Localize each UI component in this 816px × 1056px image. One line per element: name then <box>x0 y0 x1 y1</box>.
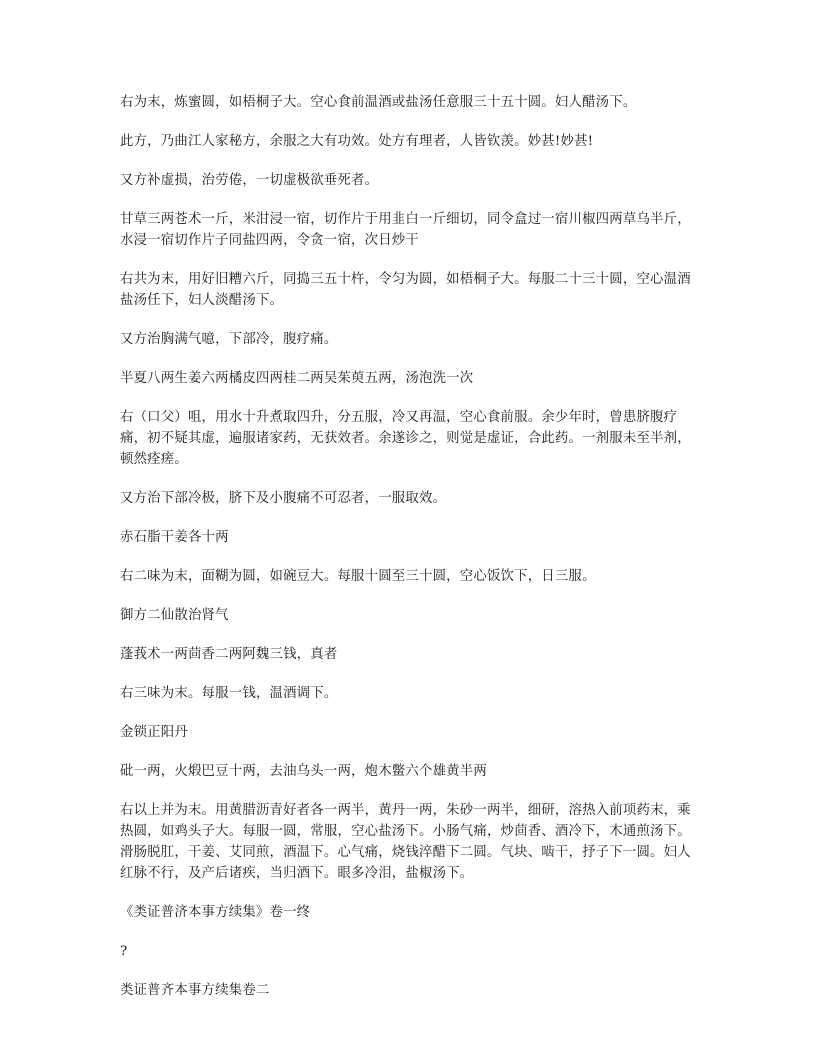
paragraph: 右三味为末。每服一钱，温酒调下。 <box>120 686 338 701</box>
paragraph: 又方治下部冷极，脐下及小腹痛不可忍者，一服取效。 <box>120 491 447 506</box>
section-end-title: 《类证普济本事方续集》卷一终 <box>120 905 311 920</box>
paragraph: 蓬莪术一两茴香二两阿魏三钱，真者 <box>120 647 338 662</box>
paragraph: 御方二仙散治肾气 <box>120 608 229 623</box>
paragraph: 此方，乃曲江人家秘方，余服之大有功效。处方有理者，人皆钦羡。妙甚!妙甚! <box>120 134 594 149</box>
paragraph: 右（口父）咀，用水十升煮取四升，分五服，冷又再温，空心食前服。余少年时，曾患脐腹疗痛，初不疑其虚，遍服诸家药，无获效者。余遂诊之，则觉是虚证，合此药。一剂服未至半剂，顿然痊瘥。 <box>120 410 691 467</box>
paragraph: 右以上并为末。用黄腊沥青好者各一两半，黄丹一两，朱砂一两半，细研，溶热入前项药末，乘热圆，如鸡头子大。每服一圆，常服，空心盐汤下。小肠气痛，炒茴香、酒冷下，木通煎汤下。滑肠脱肛，干姜、艾同煎，酒温下。心气痛，烧钱淬醋下二圆。气块、啮干，抒子下一圆。妇人红脉不行，及产后诸疾，当归酒下。眼多冷泪，盐椒汤下。 <box>120 803 691 881</box>
paragraph: 又方治胸满气噫，下部冷，腹疗痛。 <box>120 332 338 347</box>
paragraph: 砒一两，火煅巴豆十两，去油乌头一两，炮木鳖六个雄黄半两 <box>120 764 487 779</box>
separator-mark: ? <box>120 944 128 959</box>
document-page <box>120 92 700 1019</box>
paragraph: 右共为末，用好旧糟六斤，同捣三五十杵，令匀为圆，如梧桐子大。每服二十三十圆，空心温酒盐汤任下，妇人淡醋汤下。 <box>120 272 691 308</box>
paragraph: 又方补虚损，治劳倦，一切虚极欲垂死者。 <box>120 173 379 188</box>
paragraph: 右二味为末，面糊为圆，如碗豆大。每服十圆至三十圆，空心饭饮下，日三服。 <box>120 569 596 584</box>
paragraph: 赤石脂干姜各十两 <box>120 530 229 545</box>
paragraph: 右为末，炼蜜圆，如梧桐子大。空心食前温酒或盐汤任意服三十五十圆。妇人醋汤下。 <box>120 95 637 110</box>
paragraph: 半夏八两生姜六两橘皮四两桂二两吴茱萸五两，汤泡洗一次 <box>120 371 474 386</box>
paragraph: 金锁正阳丹 <box>120 725 188 740</box>
paragraph: 甘草三两苍术一斤，米泔浸一宿，切作片于用韭白一斤细切，同令盒过一宿川椒四两草乌半斤，水浸一宿切作片子同盐四两，令贪一宿，次日炒干 <box>120 212 691 248</box>
section-heading: 类证普齐本事方续集卷二 <box>120 983 270 998</box>
